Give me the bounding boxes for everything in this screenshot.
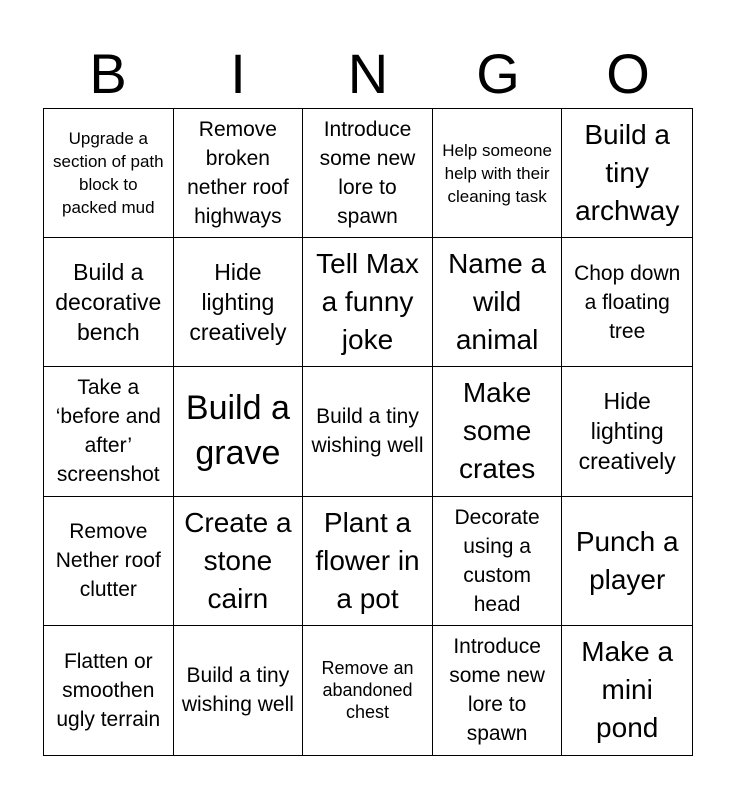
bingo-cell[interactable] [562, 367, 692, 496]
bingo-board [43, 108, 693, 756]
bingo-cell[interactable] [303, 367, 433, 496]
bingo-cell[interactable] [303, 238, 433, 367]
cell-text: Build a tiny wishing well [181, 664, 294, 717]
bingo-cell[interactable] [44, 238, 174, 367]
bingo-cell[interactable] [562, 109, 692, 238]
cell-text: Tell Max a funny joke [316, 248, 419, 356]
cell-text: Make a mini pond [581, 636, 674, 744]
bingo-cell[interactable] [433, 367, 563, 496]
bingo-cell[interactable] [174, 497, 304, 626]
cell-text: Build a grave [185, 389, 290, 473]
bingo-cell[interactable] [303, 626, 433, 755]
bingo-cell[interactable] [174, 109, 304, 238]
cell-text: Help someone help with their cleaning task [442, 140, 552, 206]
cell-text: Remove Nether roof clutter [55, 520, 161, 602]
bingo-cell[interactable] [44, 109, 174, 238]
bingo-cell[interactable] [433, 497, 563, 626]
cell-text: Decorate using a custom head [454, 505, 540, 616]
cell-text: Plant a flower in a pot [315, 506, 420, 614]
header-letter-g: G [476, 42, 520, 105]
cell-text: Name a wild animal [448, 248, 547, 356]
bingo-cell[interactable] [303, 497, 433, 626]
cell-text: Remove broken nether roof highways [187, 118, 289, 229]
header-letter-i: I [230, 42, 246, 105]
header-letter-b: B [89, 42, 127, 105]
bingo-cell[interactable] [562, 626, 692, 755]
bingo-cell[interactable] [174, 626, 304, 755]
cell-text: Make some crates [458, 377, 536, 485]
bingo-cell[interactable] [174, 238, 304, 367]
bingo-cell[interactable] [44, 497, 174, 626]
cell-text: Build a tiny wishing well [311, 405, 424, 458]
cell-text: Hide lighting creatively [578, 388, 676, 475]
cell-text: Take a ‘before and after’ screenshot [55, 376, 161, 487]
header-letter-o: O [606, 42, 650, 105]
cell-text: Chop down a floating tree [574, 261, 681, 343]
bingo-cell[interactable] [303, 109, 433, 238]
cell-text: Punch a player [575, 525, 679, 595]
bingo-cell[interactable] [433, 109, 563, 238]
cell-text: Introduce some new lore to spawn [319, 118, 416, 229]
cell-text: Remove an abandoned chest [321, 658, 414, 723]
cell-text: Build a decorative bench [55, 259, 162, 346]
cell-text: Build a tiny archway [575, 119, 680, 227]
bingo-cell[interactable] [433, 238, 563, 367]
bingo-cell[interactable] [433, 626, 563, 755]
bingo-cell[interactable] [174, 367, 304, 496]
cell-text: Upgrade a section of path block to packed mud [53, 129, 164, 218]
bingo-cell[interactable] [44, 626, 174, 755]
cell-text: Hide lighting creatively [189, 259, 287, 346]
bingo-cell[interactable] [562, 238, 692, 367]
cell-text: Create a stone cairn [184, 506, 292, 614]
bingo-cell[interactable] [44, 367, 174, 496]
cell-text: Flatten or smoothen ugly terrain [56, 649, 161, 731]
bingo-cell[interactable] [562, 497, 692, 626]
header-letter-n: N [347, 42, 389, 105]
bingo-header [43, 40, 693, 108]
cell-text: Introduce some new lore to spawn [449, 635, 545, 746]
